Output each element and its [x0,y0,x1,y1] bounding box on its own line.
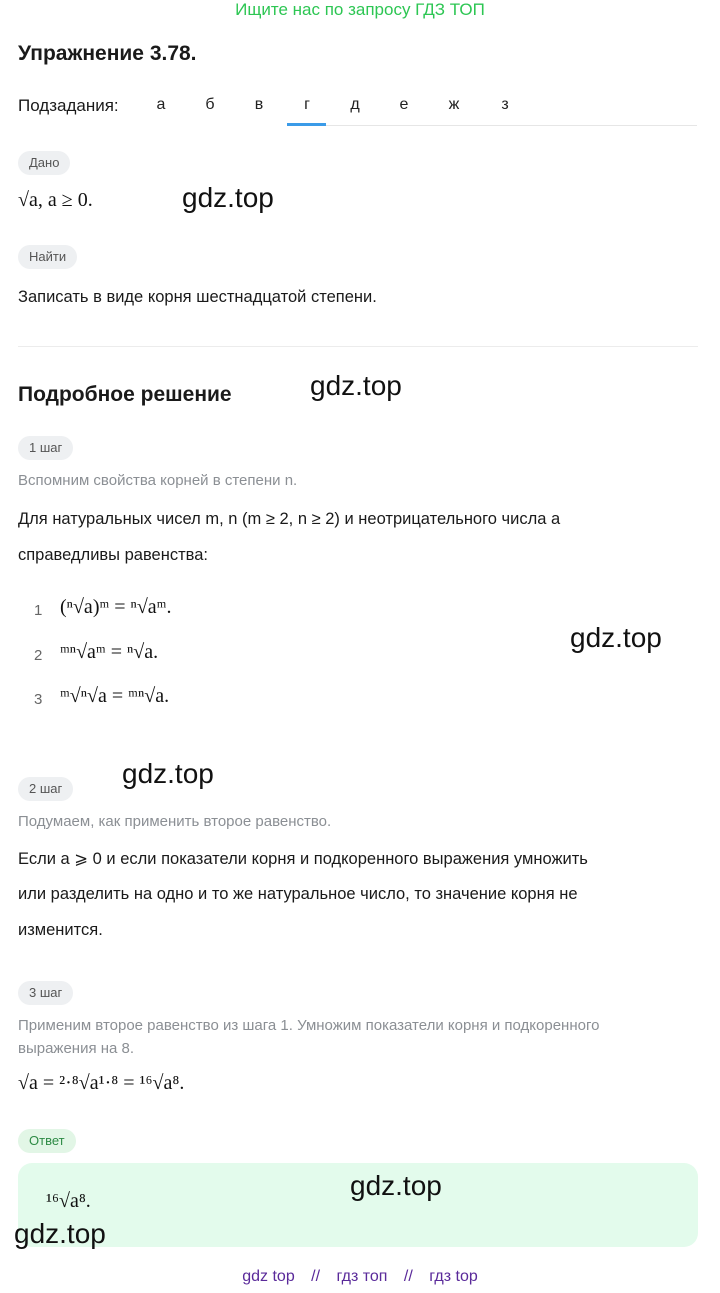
property-1: (ⁿ√a)ᵐ = ⁿ√aᵐ. [60,596,172,618]
answer-pill: Ответ [18,1129,76,1153]
tab-d[interactable]: д [350,96,360,113]
tab-v[interactable]: в [254,96,264,113]
step2-muted: Подумаем, как применить второе равенство. [18,813,332,830]
exercise-title: Упражнение 3.78. [18,42,197,65]
search-banner[interactable]: Ищите нас по запросу ГДЗ ТОП [235,0,485,19]
step1-text-line1: Для натуральных чисел m, n (m ≥ 2, n ≥ 2) и неотрицательного числа a [18,510,561,528]
tab-zh[interactable]: ж [448,96,460,113]
answer-expression: ¹⁶√a⁸. [46,1190,91,1212]
property-2: ᵐⁿ√aᵐ = ⁿ√a. [60,641,159,663]
step1-muted: Вспомним свойства корней в степени n. [18,472,298,489]
active-tab-indicator [287,123,326,126]
step2-line3: изменится. [18,921,103,939]
footer-separator: // [311,1268,321,1285]
step3-muted-line1: Применим второе равенство из шага 1. Умножим показатели корня и подкоренного [18,1017,600,1034]
step1-text-line2: справедливы равенства: [18,546,208,564]
watermark: gdz.top [14,1218,106,1249]
property-3: ᵐ√ⁿ√a = ᵐⁿ√a. [60,685,170,707]
step3-muted-line2: выражения на 8. [18,1040,135,1057]
list-number: 2 [34,647,43,664]
given-expression: √a, a ≥ 0. [18,189,93,211]
tab-g-active[interactable]: г [304,96,310,113]
watermark: gdz.top [182,182,274,213]
find-text: Записать в виде корня шестнадцатой степени. [18,288,377,306]
list-number: 3 [34,691,43,708]
tabs-divider [287,125,697,126]
tab-z[interactable]: з [501,96,509,113]
find-pill: Найти [18,245,77,269]
step2-pill: 2 шаг [18,777,73,801]
step3-expression: √a = ²·⁸√a¹·⁸ = ¹⁶√a⁸. [18,1072,185,1094]
step2-line1: Если a ⩾ 0 и если показатели корня и подкоренного выражения умножить [18,850,588,868]
step3-pill: 3 шаг [18,981,73,1005]
tab-b[interactable]: б [205,96,215,113]
tab-e[interactable]: е [399,96,409,113]
footer-link-gdz-top-mixed[interactable]: гдз top [429,1268,478,1285]
footer-separator: // [403,1268,413,1285]
subtasks-label: Подзадания: [18,96,119,115]
tab-a[interactable]: а [156,96,166,113]
watermark: gdz.top [310,370,402,401]
given-pill: Дано [18,151,70,175]
section-divider [18,346,698,347]
watermark: gdz.top [350,1170,442,1201]
footer-link-gdz-top-ru[interactable]: гдз топ [336,1268,388,1285]
watermark: gdz.top [570,622,662,653]
list-number: 1 [34,602,43,619]
solution-title: Подробное решение [18,383,232,406]
step2-line2: или разделить на одно и то же натуральное число, то значение корня не [18,885,578,903]
step1-pill: 1 шаг [18,436,73,460]
watermark: gdz.top [122,758,214,789]
footer-link-gdz-top[interactable]: gdz top [242,1268,295,1285]
footer-links [0,1268,720,1286]
